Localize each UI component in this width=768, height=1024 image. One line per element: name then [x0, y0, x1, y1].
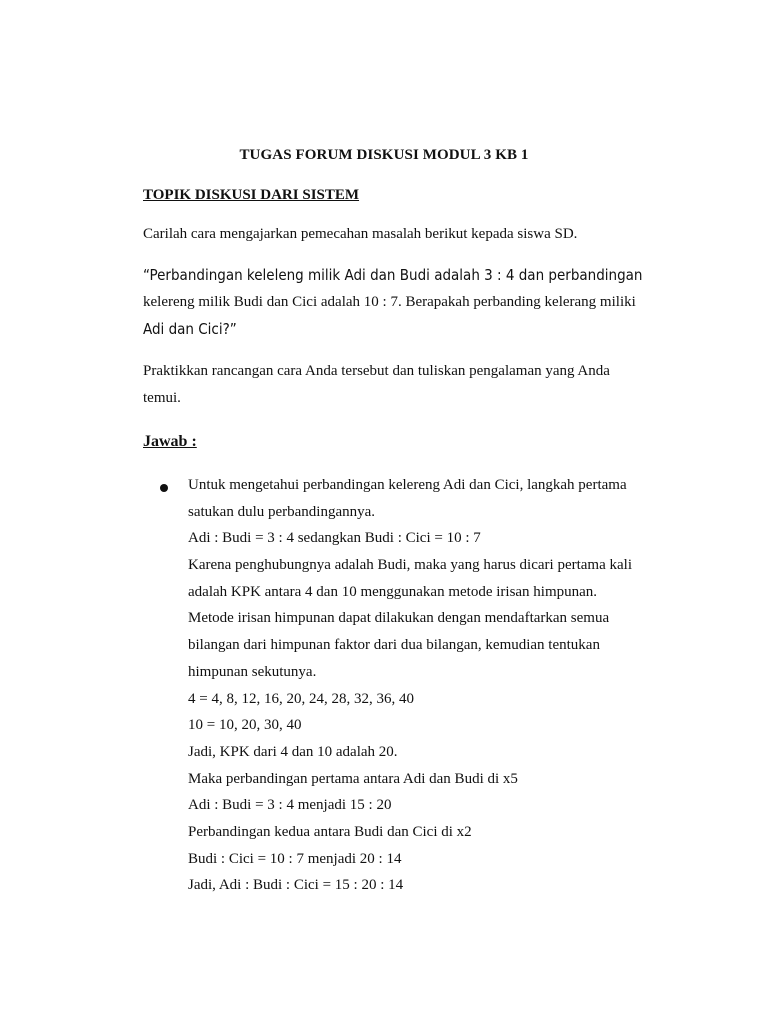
answer-line: Budi : Cici = 10 : 7 menjadi 20 : 14 [188, 850, 402, 867]
quote-line: “Perbandingan keleleng milik Adi dan Budi adalah 3 : 4 dan perbandingan [143, 266, 643, 284]
topic-heading: TOPIK DISKUSI DARI SISTEM [143, 187, 360, 203]
answer-heading: Jawab : [143, 433, 197, 450]
answer-line: adalah KPK antara 4 dan 10 menggunakan metode irisan himpunan. [188, 583, 598, 600]
answer-line: Metode irisan himpunan dapat dilakukan dengan mendaftarkan semua [188, 610, 610, 627]
answer-body [188, 472, 688, 899]
answer-line: 4 = 4, 8, 12, 16, 20, 24, 28, 32, 36, 40 [188, 690, 414, 707]
answer-line: 10 = 10, 20, 30, 40 [188, 717, 302, 734]
answer-line: Untuk mengetahui perbandingan kelereng Adi dan Cici, langkah pertama [188, 477, 627, 493]
quote-line: Adi dan Cici?” [143, 320, 237, 338]
answer-line: Adi : Budi = 3 : 4 sedangkan Budi : Cici = 10 : 7 [188, 530, 481, 547]
practice-line: Praktikkan rancangan cara Anda tersebut dan tuliskan pengalaman yang Anda [143, 363, 610, 379]
answer-line: Karena penghubungnya adalah Budi, maka yang harus dicari pertama kali [188, 557, 633, 574]
page-title: TUGAS FORUM DISKUSI MODUL 3 KB 1 [239, 147, 529, 163]
answer-line: Adi : Budi = 3 : 4 menjadi 15 : 20 [188, 797, 392, 814]
bullet-icon [160, 484, 168, 492]
answer-line: Perbandingan kedua antara Budi dan Cici di x2 [188, 823, 472, 840]
answer-line: Jadi, Adi : Budi : Cici = 15 : 20 : 14 [188, 877, 404, 894]
quote-line: kelereng milik Budi dan Cici adalah 10 : 7. Berapakah perbanding kelerang miliki [143, 294, 636, 310]
practice-line: temui. [143, 390, 181, 406]
problem-quote [143, 262, 663, 343]
answer-line: Maka perbandingan pertama antara Adi dan Budi di x5 [188, 770, 518, 787]
practice-paragraph [143, 358, 663, 412]
answer-line: bilangan dari himpunan faktor dari dua bilangan, kemudian tentukan [188, 637, 600, 654]
answer-line: satukan dulu perbandingannya. [188, 503, 376, 520]
intro-paragraph: Carilah cara mengajarkan pemecahan masalah berikut kepada siswa SD. [143, 226, 578, 242]
answer-line: Jadi, KPK dari 4 dan 10 adalah 20. [188, 743, 398, 760]
answer-line: himpunan sekutunya. [188, 663, 317, 680]
